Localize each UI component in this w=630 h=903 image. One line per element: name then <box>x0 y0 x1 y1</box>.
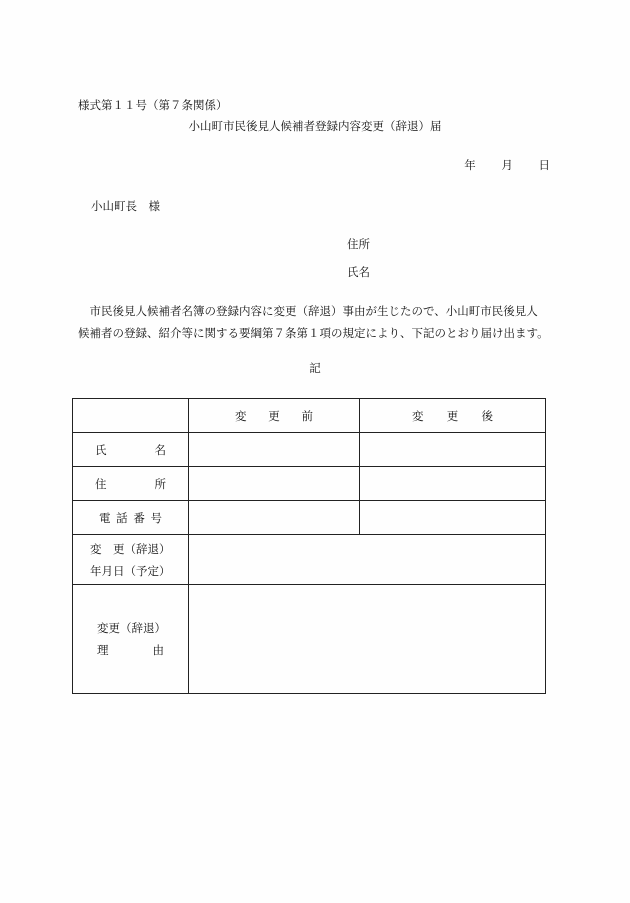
name-before-field[interactable] <box>189 433 360 467</box>
label-char: 番 <box>133 510 145 525</box>
reason-label-line1: 変更（辞退） <box>97 621 166 635</box>
header-after-char: 更 <box>446 408 459 423</box>
table-row-name <box>73 433 546 467</box>
label-char: 所 <box>154 476 166 491</box>
table-header-row <box>73 399 546 433</box>
date-month: 月 <box>501 158 513 172</box>
reason-label-line2 <box>97 639 164 661</box>
header-blank-cell <box>73 399 189 433</box>
addressee: 小山町長 様 <box>91 199 160 213</box>
header-after-char: 変 <box>412 408 424 423</box>
label-char: 理 <box>97 643 109 657</box>
header-before-char: 更 <box>268 408 280 423</box>
label-char: 氏 <box>95 442 107 457</box>
reason-field[interactable] <box>189 585 546 694</box>
label-char: 住 <box>95 476 107 491</box>
name-after-field[interactable] <box>360 433 546 467</box>
label-char: 話 <box>116 510 128 525</box>
address-before-field[interactable] <box>189 467 360 501</box>
row-label-address <box>73 467 189 501</box>
change-date-field[interactable] <box>189 535 546 585</box>
date-day: 日 <box>538 158 550 172</box>
form-title-text: 小山町市民後見人候補者登録内容変更（辞退）届 <box>188 119 442 133</box>
header-after-char: 後 <box>481 408 493 423</box>
address-after-field[interactable] <box>360 467 546 501</box>
header-before-char: 前 <box>301 408 313 423</box>
date-line <box>442 157 550 173</box>
label-char: 号 <box>150 510 162 525</box>
header-before-char: 変 <box>235 408 247 423</box>
form-title <box>0 118 630 134</box>
change-date-label-line2: 年月日（予定） <box>90 563 171 578</box>
header-before <box>189 399 360 433</box>
address-label: 住所 <box>347 237 370 251</box>
row-label-reason <box>73 585 189 694</box>
table-row-address <box>73 467 546 501</box>
phone-before-field[interactable] <box>189 501 360 535</box>
ki-mark: 記 <box>309 361 321 375</box>
table-row-phone <box>73 501 546 535</box>
change-date-label-line1: 変 更（辞退） <box>90 541 171 556</box>
form-number: 様式第１１号（第７条関係） <box>78 98 228 112</box>
name-label: 氏名 <box>347 265 370 279</box>
table-row-change-date <box>73 535 546 585</box>
phone-after-field[interactable] <box>360 501 546 535</box>
body-text <box>78 300 558 344</box>
change-table <box>72 398 546 694</box>
label-char: 由 <box>152 643 164 657</box>
row-label-change-date <box>73 535 189 585</box>
label-char: 電 <box>99 510 111 525</box>
row-label-name <box>73 433 189 467</box>
table-row-reason <box>73 585 546 694</box>
row-label-phone <box>73 501 189 535</box>
body-line-1: 市民後見人候補者名簿の登録内容に変更（辞退）事由が生じたので、小山町市民後見人 <box>78 304 538 318</box>
body-line-2: 候補者の登録、紹介等に関する要綱第７条第１項の規定により、下記のとおり届け出ます。 <box>78 326 549 340</box>
header-after <box>360 399 546 433</box>
date-year: 年 <box>464 158 476 172</box>
label-char: 名 <box>154 442 166 457</box>
